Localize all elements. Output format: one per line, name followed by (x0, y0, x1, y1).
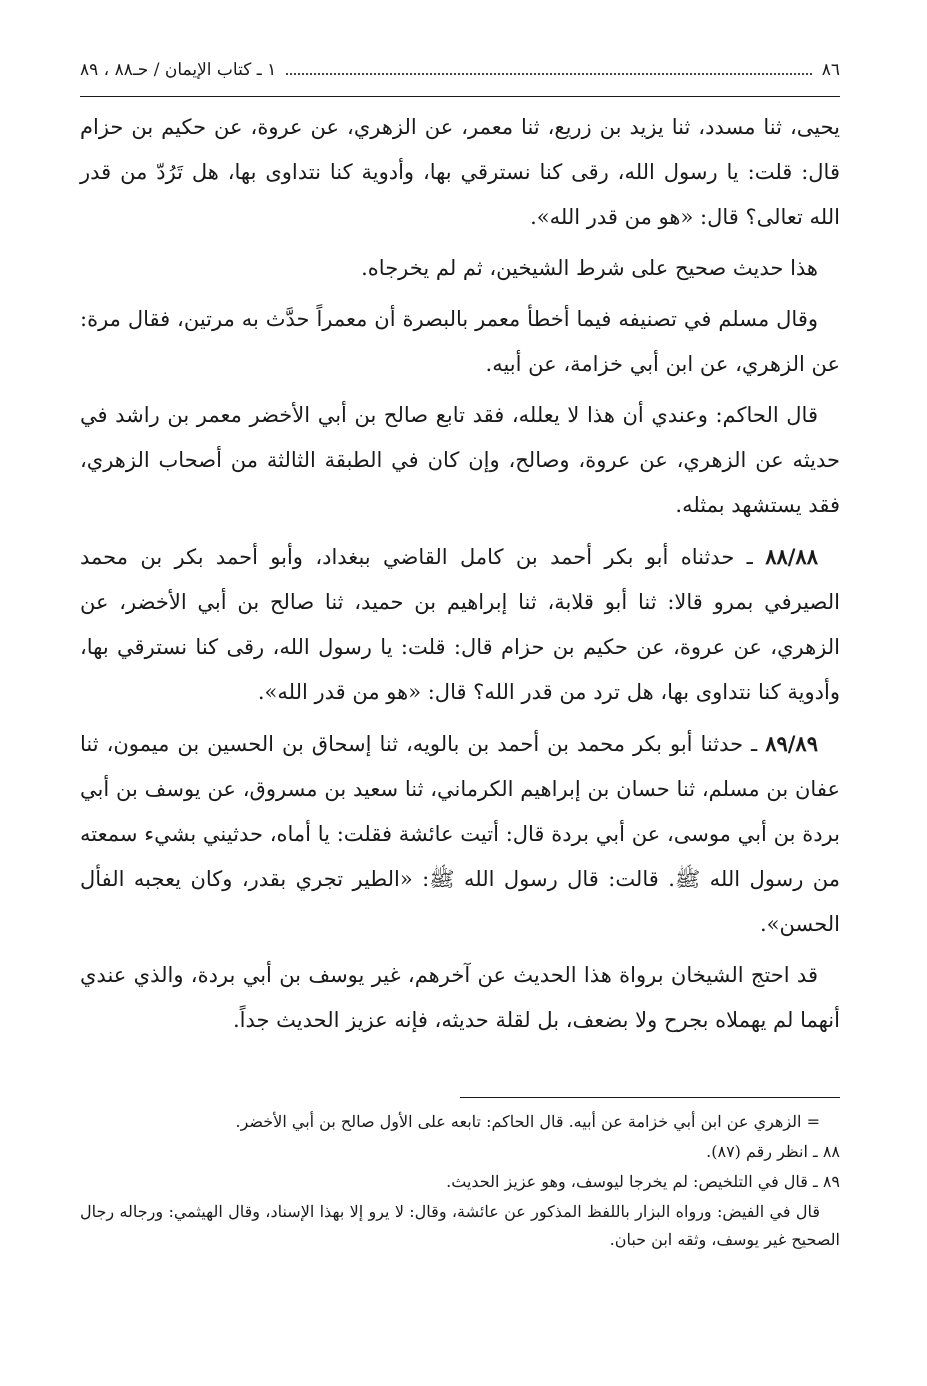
footnote-continuation: = الزهري عن ابن أبي خزامة عن أبيه. قال الحاكم: تابعه على الأول صالح بن أبي الأخضر. (235, 1112, 820, 1131)
footnote-89: ٨٩ ـ قال في التلخيص: لم يخرجا ليوسف، وهو عزيز الحديث. (446, 1172, 840, 1191)
dotted-leader (286, 72, 812, 75)
hadith-89 (80, 721, 840, 947)
paragraph-grading: هذا حديث صحيح على شرط الشيخين، ثم لم يخرجاه. (361, 256, 818, 280)
section-title: ١ ـ كتاب الإيمان / حـ٨٨ ، ٨٩ (80, 60, 277, 80)
running-header (80, 60, 840, 97)
hadith-88 (80, 534, 840, 715)
footnote-89-continued: قال في الفيض: ورواه البزار باللفظ المذكور عن عائشة، وقال: لا يرو إلا بهذا الإسناد، وقال الهيثمي: ورجاله رجال الصحيح غير يوسف، وثقه ابن حبان. (80, 1202, 840, 1249)
hadith-88-number: ٨٨/٨٨ (765, 544, 818, 569)
hadith-89-text: ـ حدثنا أبو بكر محمد بن أحمد بن بالويه، ثنا إسحاق بن الحسين بن ميمون، ثنا عفان بن مسلم، ثنا حسان بن إبراهيم الكرماني، ثنا سعيد بن مسروق، عن يوسف بن أبي بردة بن أبي موسى، عن أبي بردة قال: أتيت عائشة فقلت: يا أماه، حدثيني بشيء سمعته من رسول الله ﷺ. قالت: قال رسول الله ﷺ: «الطير تجري بقدر، وكان يعجبه الفأل الحسن». (80, 732, 840, 936)
page-number: ٨٦ (821, 60, 840, 80)
paragraph-hakim-comment: قال الحاكم: وعندي أن هذا لا يعلله، فقد تابع صالح بن أبي الأخضر معمر بن راشد في حديثه عن الزهري، عن عروة، وصالح، وإن كان في الطبقة الثالثة من أصحاب الزهري، فقد يستشهد بمثله. (80, 403, 840, 517)
paragraph-final-comment: قد احتج الشيخان برواة هذا الحديث عن آخرهم، غير يوسف بن أبي بردة، والذي عندي أنهما لم يهملاه بجرح ولا بضعف، بل لقلة حديثه، فإنه عزيز الحديث جداً. (80, 963, 840, 1032)
paragraph-isnad-continuation: يحيى، ثنا مسدد، ثنا يزيد بن زريع، ثنا معمر، عن الزهري، عن عروة، عن حكيم بن حزام قال: قلت: يا رسول الله، رقى كنا نسترقي بها، وأدوية كنا نتداوى بها، هل تَرُدّ من قدر الله تعالى؟ قال: «هو من قدر الله». (80, 115, 840, 229)
book-page (80, 60, 840, 1360)
footnotes (80, 1108, 840, 1256)
hadith-88-text: ـ حدثناه أبو بكر أحمد بن كامل القاضي ببغداد، وأبو أحمد بكر بن محمد الصيرفي بمرو قالا: ثنا أبو قلابة، ثنا إبراهيم بن حميد، ثنا صالح بن أبي الأخضر، عن الزهري، عن عروة، عن حكيم بن حزام قال: قلت: يا رسول الله، رقى كنا نسترقي بها، وأدوية كنا نتداوى بها، هل ترد من قدر الله؟ قال: «هو من قدر الله». (80, 545, 840, 704)
hadith-89-number: ٨٩/٨٩ (765, 731, 818, 756)
footnote-88: ٨٨ ـ انظر رقم (٨٧). (706, 1142, 840, 1161)
paragraph-muslim-note: وقال مسلم في تصنيفه فيما أخطأ معمر بالبصرة أن معمراً حدَّث به مرتين، فقال مرة: عن الزهري، عن ابن أبي خزامة، عن أبيه. (80, 307, 840, 376)
main-text (80, 105, 840, 1043)
footnote-divider (460, 1097, 840, 1098)
